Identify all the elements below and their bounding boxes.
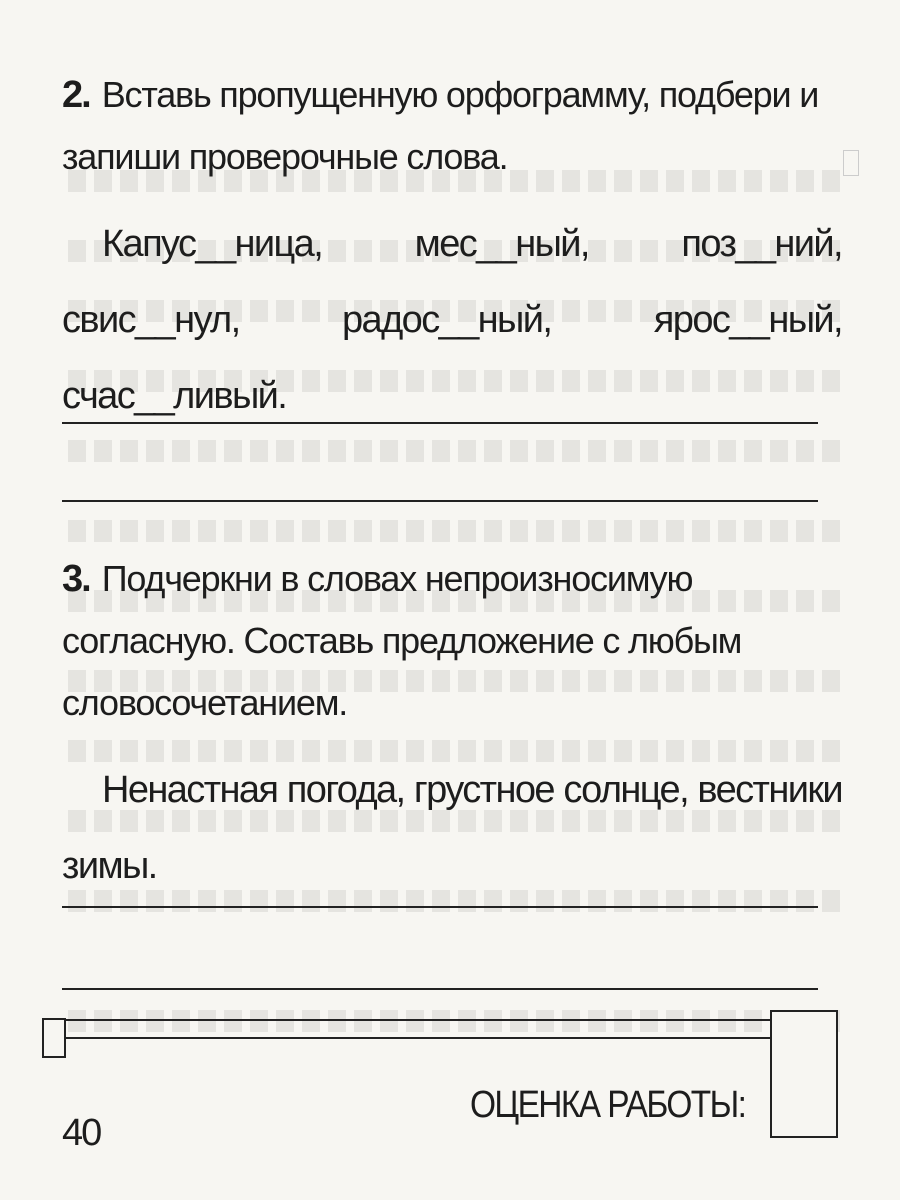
task-3-instruction-text: Подчеркни в словах непроизносимую согласную. Составь предложение с любым словосочетанием. — [62, 558, 742, 723]
task-2-exercise: Капус__ница, мес__ный, поз__ний, свис__нул, радос__ный, ярос__ный, счас__ливый. — [62, 223, 842, 417]
answer-line[interactable] — [62, 906, 818, 908]
answer-line[interactable] — [62, 422, 818, 424]
page-number: 40 — [62, 1112, 101, 1154]
grade-box[interactable] — [770, 1010, 838, 1138]
task-2-instruction-text: Вставь пропущенную орфограмму, подбери и запиши проверочные слова. — [62, 74, 819, 177]
task-3 — [62, 548, 842, 904]
task-3-number: 3. — [62, 558, 90, 600]
task-2 — [62, 64, 842, 434]
bleed-through-square — [843, 150, 859, 176]
answer-line[interactable] — [62, 988, 818, 990]
answer-line[interactable] — [62, 500, 818, 502]
task-3-exercise: Ненастная погода, грустное солнце, вестники зимы. — [62, 769, 842, 887]
task-2-number: 2. — [62, 74, 90, 116]
task-3-instruction — [62, 548, 842, 734]
grade-label: ОЦЕНКА РАБОТЫ: — [470, 1084, 746, 1126]
footer-bar — [44, 1019, 772, 1039]
footer-square — [42, 1018, 66, 1058]
task-2-instruction — [62, 64, 842, 188]
